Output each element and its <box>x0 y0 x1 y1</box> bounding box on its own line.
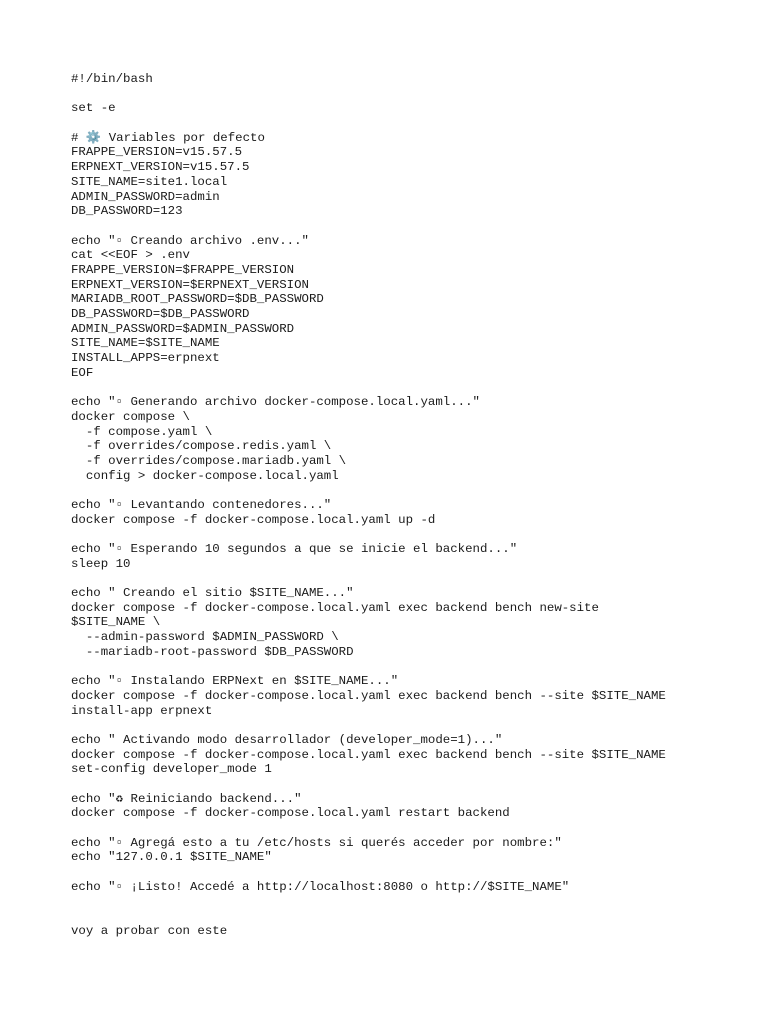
blank-line <box>71 865 748 880</box>
blank-line <box>71 571 748 586</box>
code-line: INSTALL_APPS=erpnext <box>71 351 220 366</box>
code-block <box>71 836 748 865</box>
code-line: echo "▫ Esperando 10 segundos a que se inicie el backend..." <box>71 542 518 556</box>
code-line: echo "▫ Instalando ERPNext en $SITE_NAME..." <box>71 674 399 689</box>
code-line: set-config developer_mode 1 <box>71 762 272 777</box>
code-line: --mariadb-root-password $DB_PASSWORD <box>71 644 354 659</box>
code-line: docker compose -f docker-compose.local.yaml up -d <box>71 512 436 527</box>
blank-line <box>71 483 748 498</box>
code-line: FRAPPE_VERSION=$FRAPPE_VERSION <box>71 262 295 277</box>
blank-line <box>71 527 748 542</box>
code-block <box>71 101 748 116</box>
code-block <box>71 880 748 895</box>
code-line: echo "▫ Creando archivo .env..." <box>71 233 309 248</box>
code-line: docker compose -f docker-compose.local.yaml restart backend <box>71 806 510 821</box>
code-line: DB_PASSWORD=$DB_PASSWORD <box>71 307 250 321</box>
code-line: echo " Creando el sitio $SITE_NAME..." <box>71 586 354 601</box>
code-line: echo "▫ Levantando contenedores..." <box>71 497 332 512</box>
blank-line <box>71 380 748 395</box>
blank-line <box>71 777 748 792</box>
code-line: FRAPPE_VERSION=v15.57.5 <box>71 145 243 160</box>
code-block <box>71 586 748 659</box>
code-line: -f overrides/compose.mariadb.yaml \ <box>71 453 347 468</box>
trailing-note: voy a probar con este <box>71 923 228 938</box>
code-line: install-app erpnext <box>71 703 213 718</box>
code-block <box>71 674 748 718</box>
code-block <box>71 792 748 821</box>
code-line: EOF <box>71 365 94 380</box>
code-line: $SITE_NAME \ <box>71 615 161 630</box>
code-line: # ⚙️ Variables por defecto <box>71 130 265 145</box>
code-line: MARIADB_ROOT_PASSWORD=$DB_PASSWORD <box>71 292 324 307</box>
code-line: ERPNEXT_VERSION=v15.57.5 <box>71 160 250 175</box>
code-block <box>71 72 748 87</box>
code-line: sleep 10 <box>71 556 131 571</box>
code-line: config > docker-compose.local.yaml <box>71 468 339 483</box>
code-line: echo "▫ ¡Listo! Accedé a http://localhost:8080 o http://$SITE_NAME" <box>71 879 570 894</box>
code-line: -f compose.yaml \ <box>71 424 213 439</box>
blank-line <box>71 219 748 234</box>
code-line: ADMIN_PASSWORD=$ADMIN_PASSWORD <box>71 321 295 336</box>
code-line: docker compose -f docker-compose.local.yaml exec backend bench --site $SITE_NAME <box>71 747 666 762</box>
code-line: echo "▫ Generando archivo docker-compose.local.yaml..." <box>71 395 480 410</box>
code-line: -f overrides/compose.redis.yaml \ <box>71 439 332 454</box>
code-block <box>71 733 748 777</box>
code-line: cat <<EOF > .env <box>71 248 190 263</box>
code-line: docker compose \ <box>71 409 190 424</box>
spacer <box>71 895 748 924</box>
code-line: echo "▫ Agregá esto a tu /etc/hosts si querés acceder por nombre:" <box>71 835 562 850</box>
code-line: echo "127.0.0.1 $SITE_NAME" <box>71 850 272 865</box>
code-line: #!/bin/bash <box>71 72 153 86</box>
code-block <box>71 234 748 381</box>
code-line: docker compose -f docker-compose.local.yaml exec backend bench new-site <box>71 600 599 615</box>
code-block <box>71 395 748 483</box>
code-block <box>71 131 748 219</box>
blank-line <box>71 660 748 675</box>
code-line: set -e <box>71 101 116 116</box>
blank-line <box>71 821 748 836</box>
code-line: --admin-password $ADMIN_PASSWORD \ <box>71 630 339 645</box>
code-line: SITE_NAME=site1.local <box>71 174 228 189</box>
code-line: ERPNEXT_VERSION=$ERPNEXT_VERSION <box>71 277 309 292</box>
document-page <box>71 72 748 939</box>
script-code-block <box>71 72 748 895</box>
code-line: echo " Activando modo desarrollador (developer_mode=1)..." <box>71 732 503 747</box>
code-line: ADMIN_PASSWORD=admin <box>71 189 220 204</box>
code-block <box>71 498 748 527</box>
blank-line <box>71 116 748 131</box>
code-line: DB_PASSWORD=123 <box>71 204 183 219</box>
blank-line <box>71 718 748 733</box>
code-line: SITE_NAME=$SITE_NAME <box>71 336 220 351</box>
code-line: echo "♻ Reiniciando backend..." <box>71 791 302 806</box>
code-line: docker compose -f docker-compose.local.yaml exec backend bench --site $SITE_NAME <box>71 688 666 703</box>
code-block <box>71 542 748 571</box>
blank-line <box>71 87 748 102</box>
